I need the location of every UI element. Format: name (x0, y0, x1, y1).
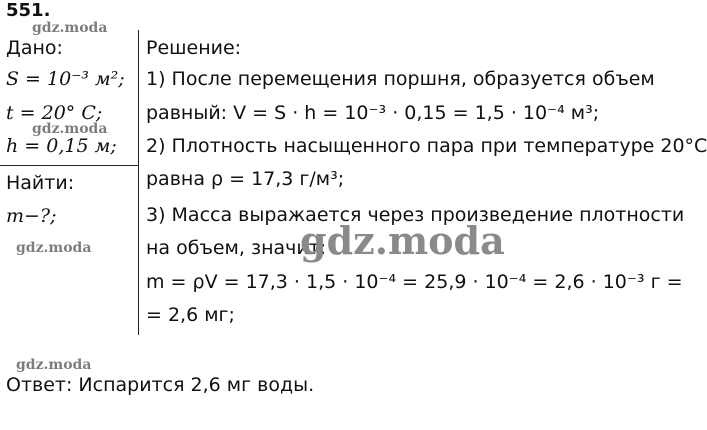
watermark: gdz.moda (300, 218, 505, 263)
watermark: gdz.moda (16, 240, 92, 256)
given-line: S = 10⁻³ м²; (6, 68, 125, 90)
watermark: gdz.moda (16, 357, 92, 373)
solution-line: 3) Масса выражается через произведение плотности (146, 204, 685, 226)
given-line: t = 20° C; (6, 102, 103, 124)
solution-line: равна ρ = 17,3 г/м³; (146, 168, 345, 190)
watermark: gdz.moda (32, 121, 108, 137)
solution-title: Решение: (146, 37, 242, 59)
solution-line: = 2,6 мг; (146, 304, 235, 326)
solution-line: 1) После перемещения поршня, образуется объем (146, 68, 655, 90)
given-line: h = 0,15 м; (6, 135, 117, 157)
solution-line: на объем, значит: (146, 237, 327, 259)
column-divider (138, 30, 139, 335)
problem-number: 551. (6, 0, 51, 21)
solution-line: 2) Плотность насыщенного пара при температуре 20°C (146, 135, 707, 157)
solution-line: равный: V = S · h = 10⁻³ · 0,15 = 1,5 · 10⁻⁴ м³; (146, 102, 600, 124)
given-title: Дано: (6, 37, 63, 59)
solution-line: m = ρV = 17,3 · 1,5 · 10⁻⁴ = 25,9 · 10⁻⁴ = 2,6 · 10⁻³ г = (146, 271, 683, 293)
watermark: gdz.moda (32, 20, 108, 36)
find-title: Найти: (6, 172, 75, 194)
answer-text: Ответ: Испарится 2,6 мг воды. (6, 374, 315, 396)
given-divider (0, 165, 139, 166)
find-line: m−?; (6, 205, 57, 227)
